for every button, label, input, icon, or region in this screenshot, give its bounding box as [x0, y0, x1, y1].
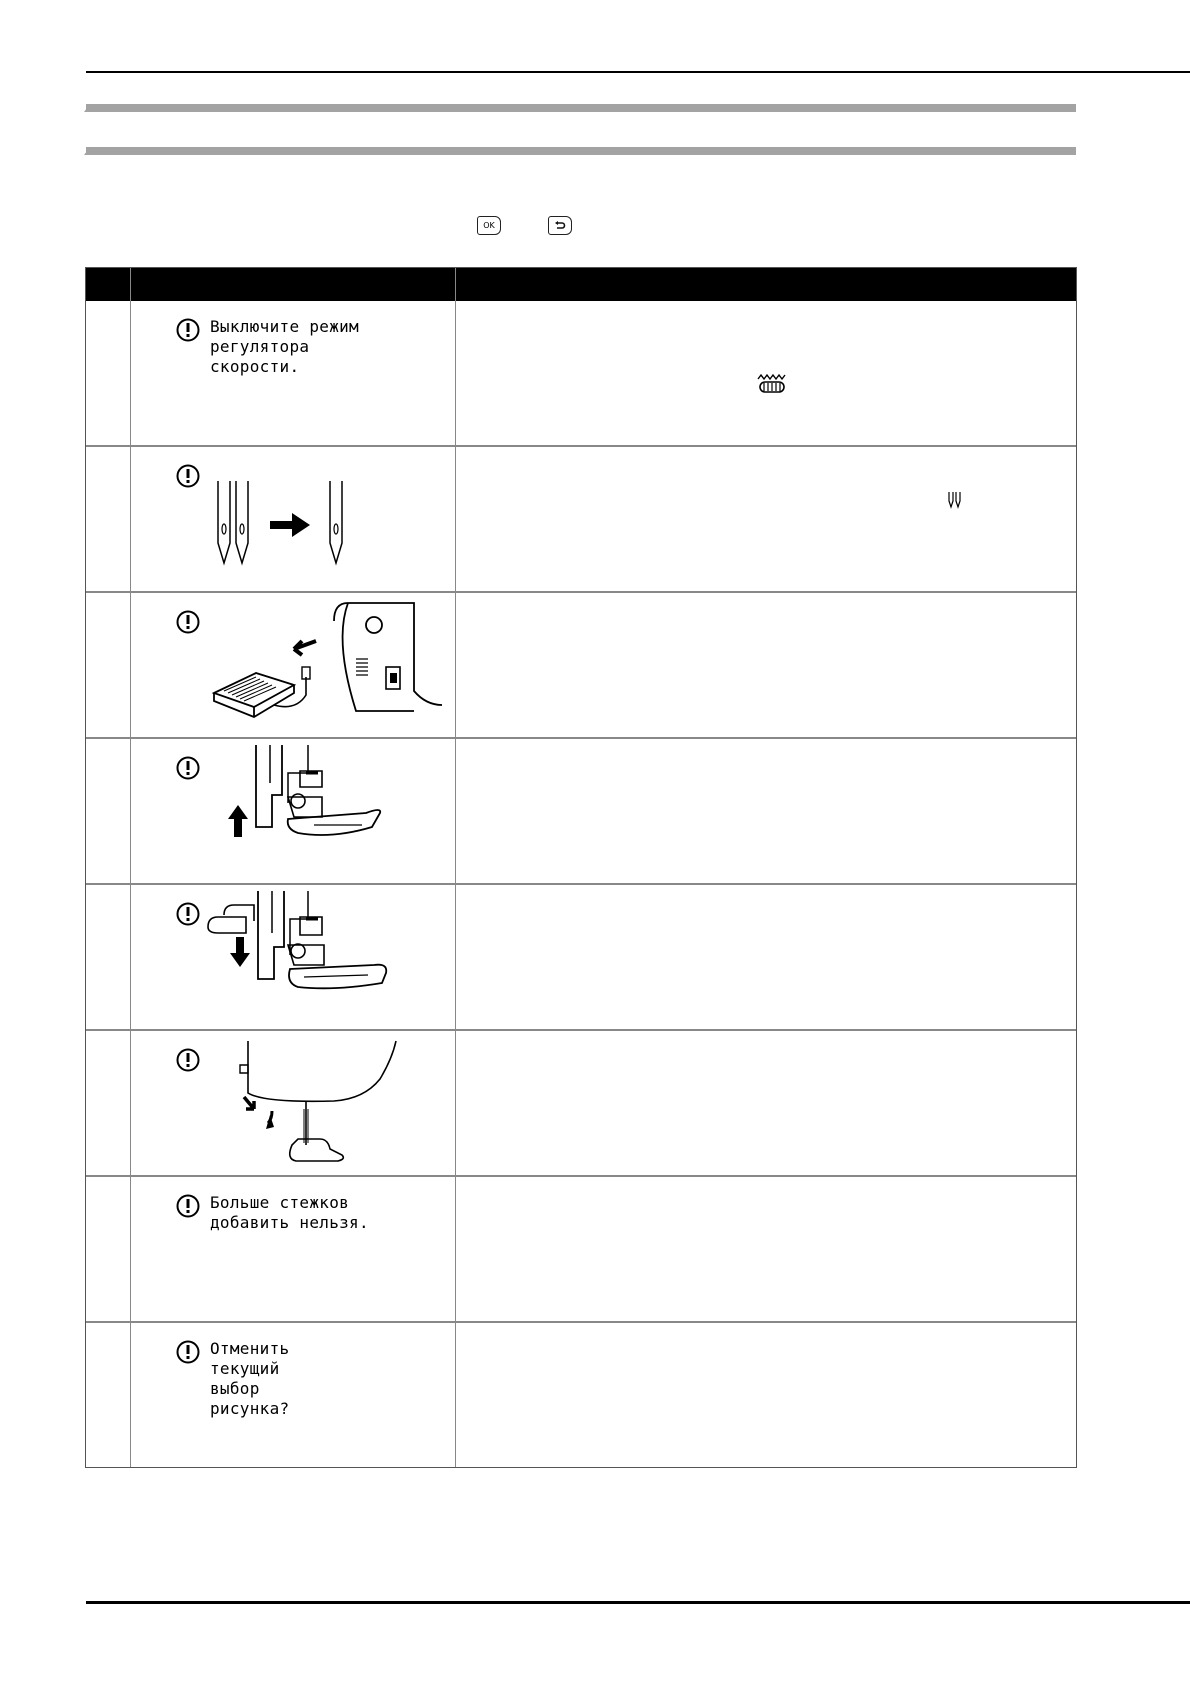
back-key-icon [548, 216, 572, 235]
warning-icon [176, 902, 200, 926]
error-message-table [85, 267, 1077, 1468]
description-cell [457, 1031, 1076, 1177]
screen-cell [132, 739, 456, 885]
screen-message: Выключите режим регулятора скорости. [210, 317, 359, 376]
top-rule [86, 71, 1190, 73]
table-row [86, 739, 1076, 885]
screen-cell [132, 593, 456, 739]
section-bar [86, 104, 1076, 112]
warning-icon [176, 610, 200, 634]
warning-icon [176, 1194, 200, 1218]
description-cell [457, 447, 1076, 593]
bottom-rule [86, 1601, 1190, 1604]
screen-cell [132, 1323, 456, 1469]
screen-cell [132, 447, 456, 593]
warning-icon [176, 464, 200, 488]
description-cell [457, 885, 1076, 1031]
warning-icon [176, 318, 200, 342]
table-row [86, 1323, 1076, 1469]
description-cell [457, 739, 1076, 885]
table-row [86, 447, 1076, 593]
screen-cell [132, 1031, 456, 1177]
section-bar [86, 147, 1076, 155]
warning-icon [176, 756, 200, 780]
presser-foot-raise-illustration [222, 743, 442, 873]
needle-lever-illustration [224, 1039, 444, 1175]
warning-icon [176, 1048, 200, 1072]
table-row [86, 885, 1076, 1031]
screen-message: Отменить текущий выбор рисунка? [210, 1339, 290, 1418]
ok-key-icon [477, 216, 501, 235]
ok-key-label: OK [483, 221, 495, 230]
screen-cell [132, 885, 456, 1031]
table-header [86, 268, 1076, 301]
table-row [86, 1031, 1076, 1177]
presser-foot-lower-illustration [204, 889, 444, 1019]
description-cell [457, 593, 1076, 739]
warning-icon [176, 1340, 200, 1364]
description-cell [457, 301, 1076, 447]
foot-controller-illustration [206, 601, 446, 731]
table-row [86, 301, 1076, 447]
twin-to-single-needle-illustration [212, 477, 372, 567]
description-cell [457, 1177, 1076, 1323]
table-row [86, 593, 1076, 739]
screen-cell [132, 301, 456, 447]
screen-cell [132, 1177, 456, 1323]
table-row [86, 1177, 1076, 1323]
speed-control-icon [756, 373, 788, 395]
description-cell [457, 1323, 1076, 1469]
screen-message: Больше стежков добавить нельзя. [210, 1193, 369, 1232]
twin-needle-icon [947, 491, 963, 509]
